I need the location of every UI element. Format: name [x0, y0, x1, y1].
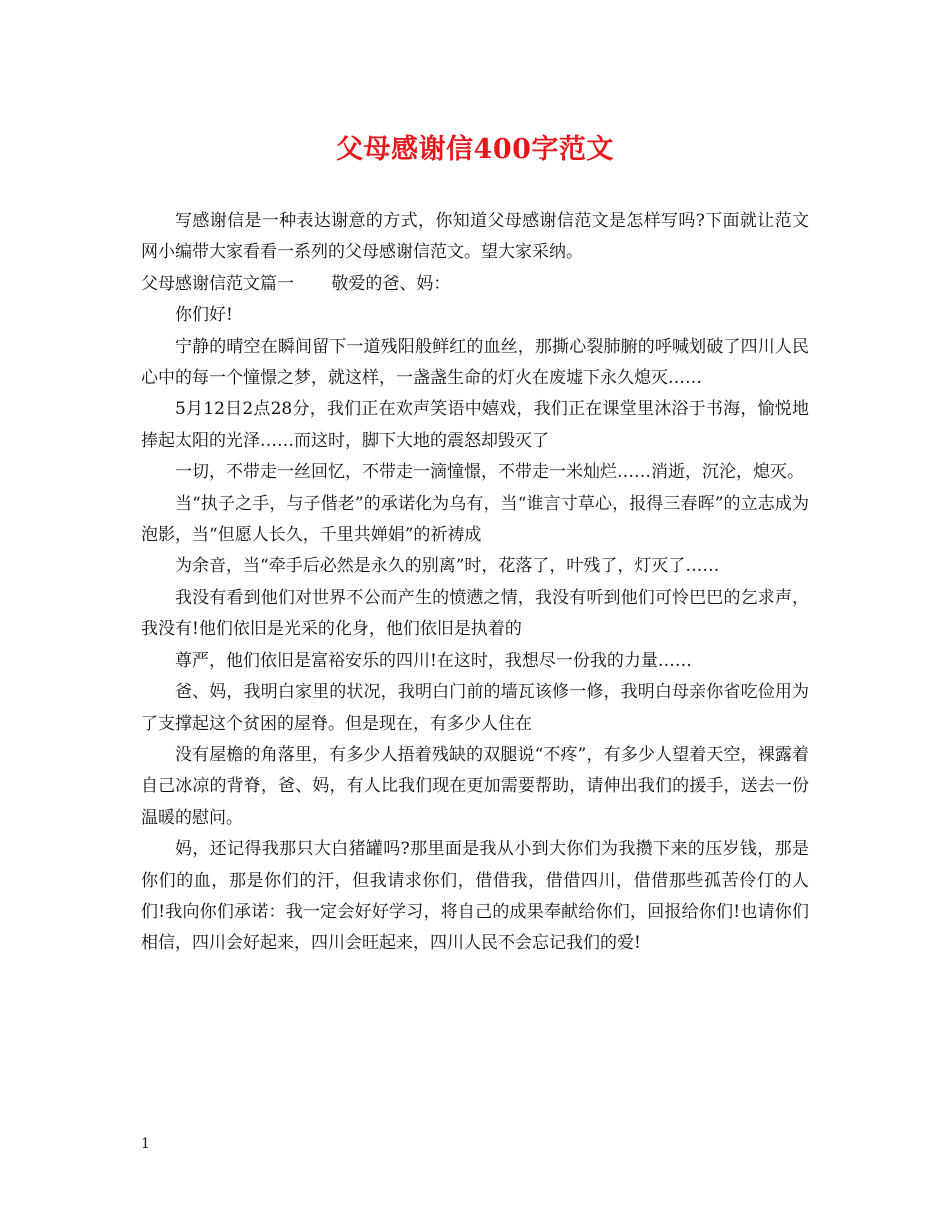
salutation: 敬爱的爸、妈：: [331, 273, 451, 294]
body-paragraph: 爸、妈，我明白家里的状况，我明白门前的墙瓦该修一修，我明白母亲你省吃俭用为了支撑起这个贫困的屋脊。但是现在，有多少人住在: [141, 682, 809, 734]
intro-paragraph: 写感谢信是一种表达谢意的方式，你知道父母感谢信范文是怎样写吗?下面就让范文网小编带大家看看一系列的父母感谢信范文。望大家采纳。: [141, 211, 809, 263]
section-heading: 父母感谢信范文篇一: [141, 273, 294, 294]
body-paragraph: 没有屋檐的角落里，有多少人捂着残缺的双腿说“不疼”，有多少人望着天空，裸露着自己冰凉的背脊，爸、妈，有人比我们现在更加需要帮助，请伸出我们的援手，送去一份温暖的慰问。: [141, 744, 809, 828]
body-paragraph: 尊严，他们依旧是富裕安乐的四川!在这时，我想尽一份我的力量……: [175, 650, 692, 671]
document-title: 父母感谢信400字范文: [336, 134, 614, 165]
body-paragraph: 当“执子之手，与子偕老”的承诺化为乌有，当“谁言寸草心，报得三春晖”的立志成为泡影，当“但愿人长久，千里共婵娟”的祈祷成: [141, 493, 809, 546]
body-paragraph: 5月12日2点28分，我们正在欢声笑语中嬉戏，我们正在课堂里沐浴于书海，愉悦地捧起太阳的光泽……而这时，脚下大地的震怒却毁灭了: [141, 399, 809, 451]
body-paragraph: 妈，还记得我那只大白猪罐吗?那里面是我从小到大你们为我攒下来的压岁钱，那是你们的血，那是你们的汗，但我请求你们，借借我，借借四川，借借那些孤苦伶仃的人们!我向你们承诺：我一定会好好学习，将自己的成果奉献给你们，回报给你们!也请你们相信，四川会好起来，四川会旺起来，四川人民不会忘记我们的爱!: [141, 839, 809, 954]
body-paragraph: 我没有看到他们对世界不公而产生的愤懑之情，我没有听到他们可怜巴巴的乞求声，我没有!他们依旧是光采的化身，他们依旧是执着的: [141, 587, 809, 640]
body-paragraph: 宁静的晴空在瞬间留下一道残阳般鲜红的血丝，那撕心裂肺腑的呼喊划破了四川人民心中的每一个憧憬之梦，就这样，一盏盏生命的灯火在废墟下永久熄灭……: [141, 336, 809, 389]
greeting-paragraph: 你们好!: [175, 305, 233, 326]
body-paragraph: 一切，不带走一丝回忆，不带走一滴憧憬，不带走一米灿烂……消逝，沉沦，熄灭。: [175, 462, 804, 483]
document-body: [141, 206, 809, 960]
body-paragraph: 为余音，当“牵手后必然是永久的别离”时，花落了，叶残了，灯灭了……: [175, 556, 720, 577]
page-number: 1: [141, 1136, 150, 1152]
section-heading-line: [141, 269, 809, 300]
